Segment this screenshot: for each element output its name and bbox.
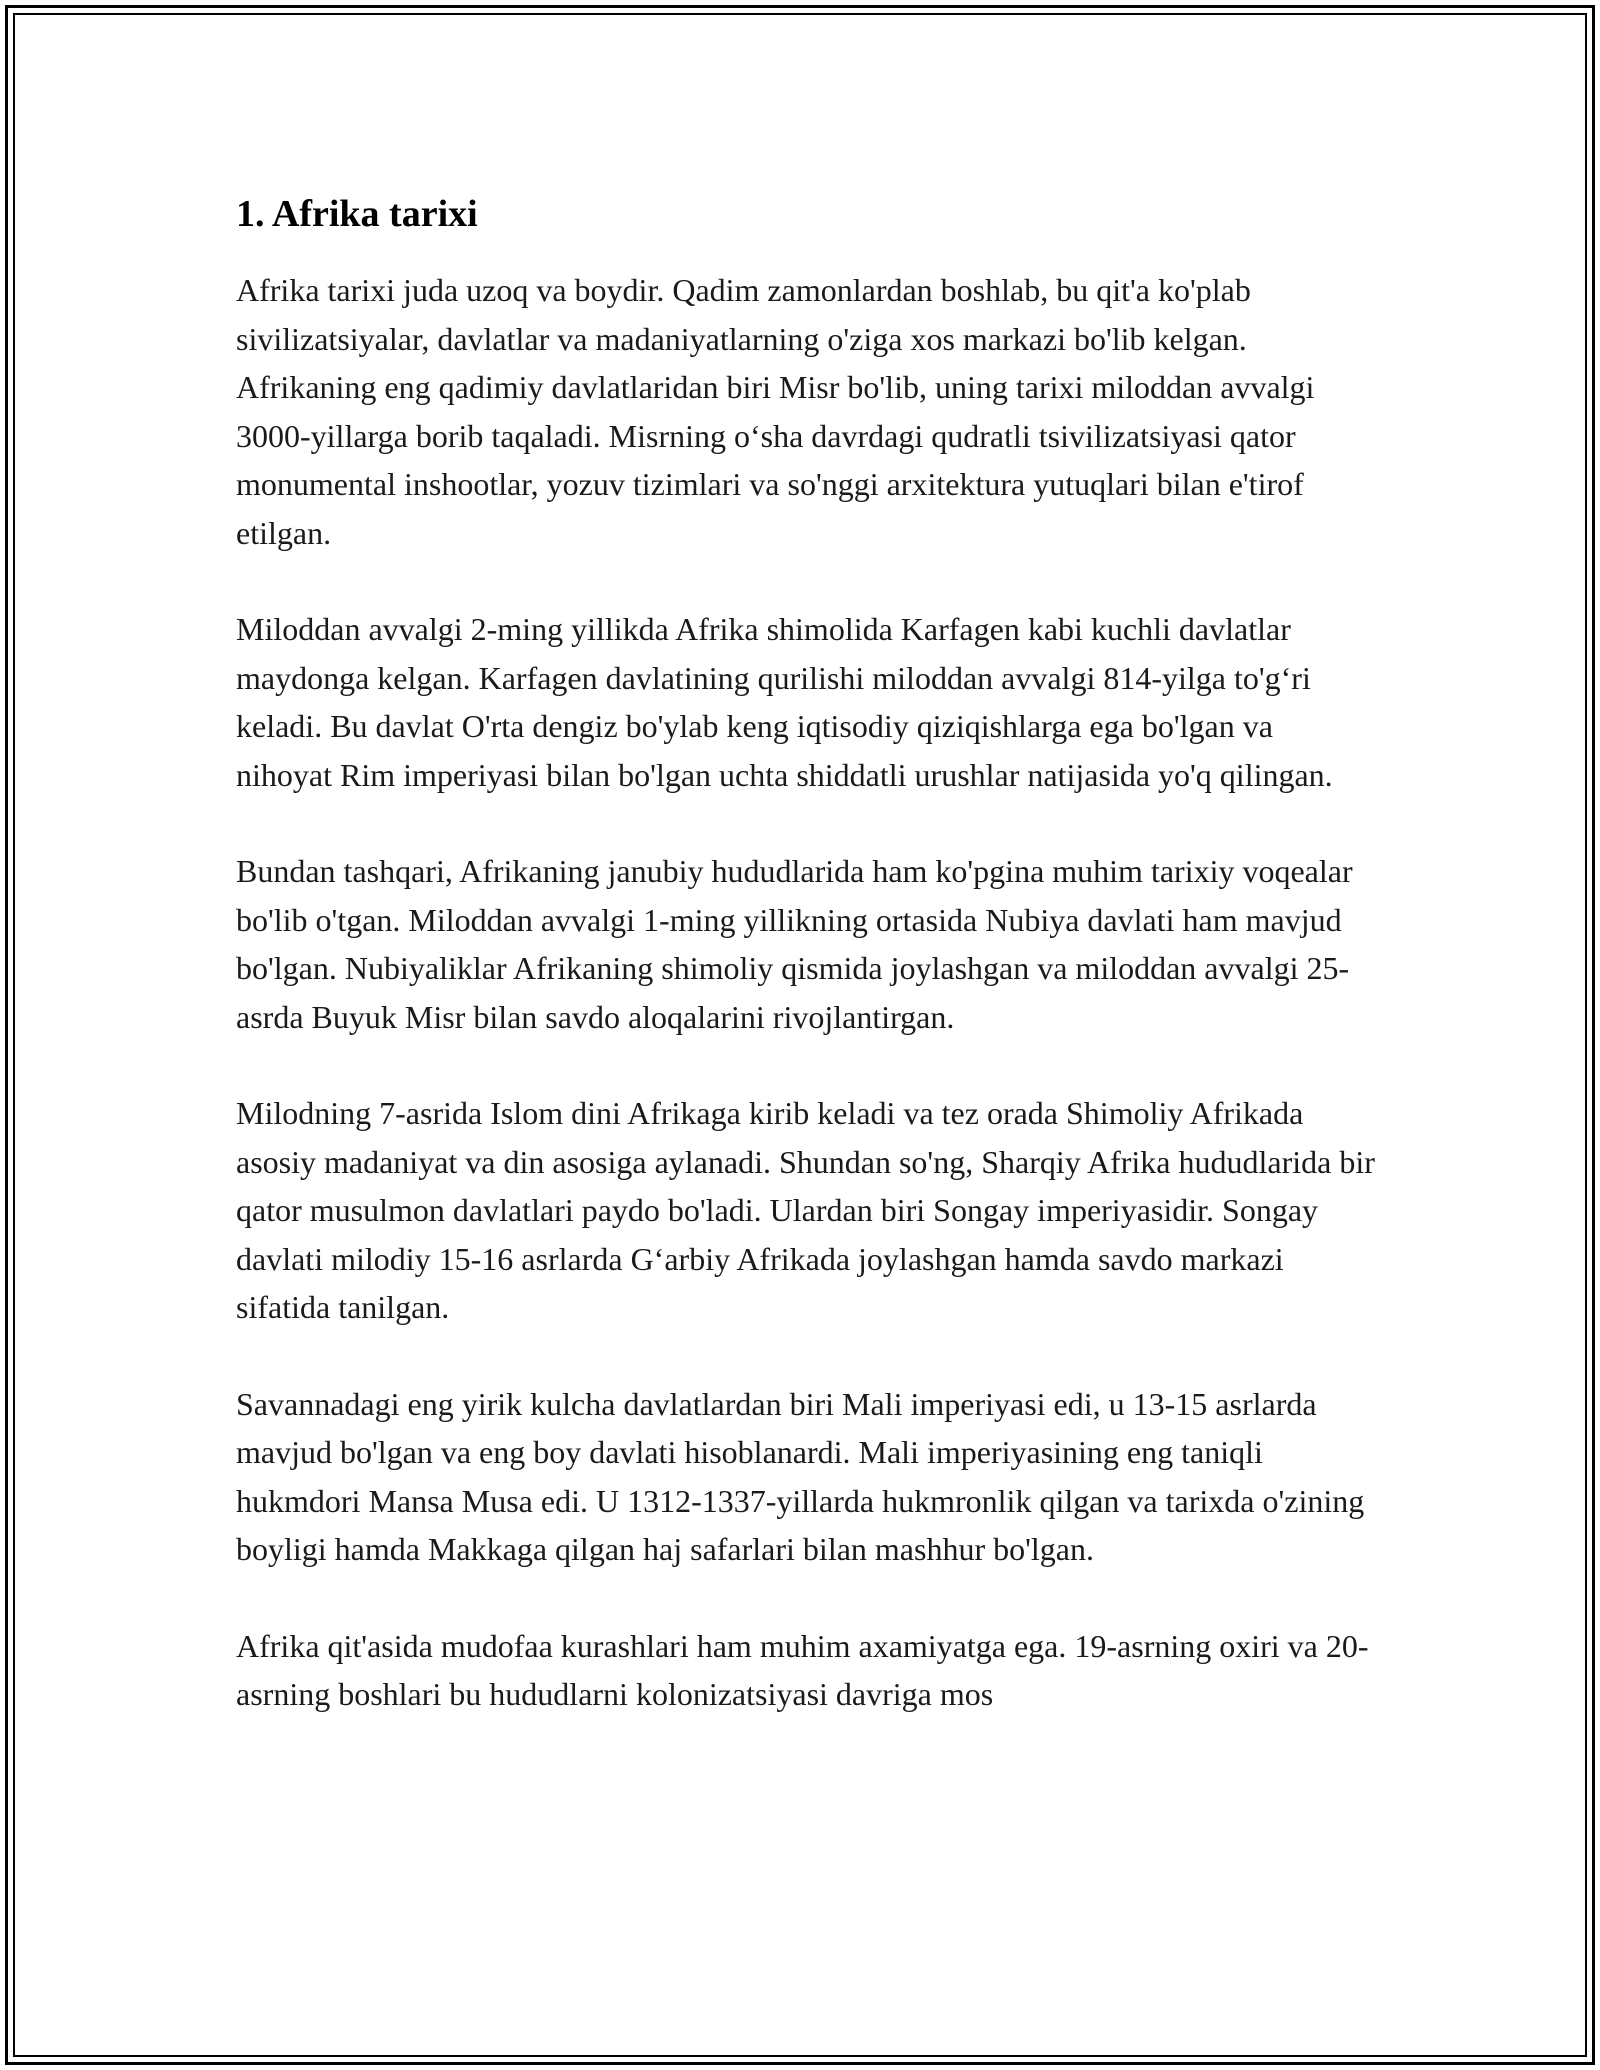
paragraph-mali: Savannadagi eng yirik kulcha davlatlardan biri Mali imperiyasi edi, u 13-15 asrlarda mavjud bo'lgan va eng boy davlati hisoblanardi. Mali imperiyasining eng taniqli hukmdori Mansa Musa edi. U 1312-1337-yillarda hukmronlik qilgan va tarixda o'zining boyligi hamda Makkaga qilgan haj safarlari bilan mashhur bo'lgan. [236, 1385, 1365, 1567]
paragraph-carthage: Miloddan avvalgi 2-ming yillikda Afrika shimolida Karfagen kabi kuchli davlatlar maydonga kelgan. Karfagen davlatining qurilishi miloddan avvalgi 814-yilga to'g‘ri keladi. Bu davlat O'rta dengiz bo'ylab keng iqtisodiy qiziqishlarga ega bo'lgan va nihoyat Rim imperiyasi bilan bo'lgan uchta shiddatli urushlar natijasida yo'q qilingan. [236, 611, 1333, 793]
paragraph-nubia: Bundan tashqari, Afrikaning janubiy hududlarida ham ko'pgina muhim tarixiy voqealar bo'lib o'tgan. Miloddan avvalgi 1-ming yillikning ortasida Nubiya davlati ham mavjud bo'lgan. Nubiyaliklar Afrikaning shimoliy qismida joylashgan va miloddan avvalgi 25-asrda Buyuk Misr bilan savdo aloqalarini rivojlantirgan. [236, 853, 1353, 1035]
document-body [236, 188, 1376, 1767]
paragraph-colonization: Afrika qit'asida mudofaa kurashlari ham muhim axamiyatga ega. 19-asrning oxiri va 20-asrning boshlari bu hududlarni kolonizatsiyasi davriga mos [236, 1627, 1369, 1712]
paragraph-islam-songhai: Milodning 7-asrida Islom dini Afrikaga kirib keladi va tez orada Shimoliy Afrikada asosiy madaniyat va din asosiga aylanadi. Shundan so'ng, Sharqiy Afrika hududlarida bir qator musulmon davlatlari paydo bo'ladi. Ulardan biri Songay imperiyasidir. Songay davlati milodiy 15-16 asrlarda G‘arbiy Afrikada joylashgan hamda savdo markazi sifatida tanilgan. [236, 1095, 1375, 1325]
paragraph-egypt: Afrika tarixi juda uzoq va boydir. Qadim zamonlardan boshlab, bu qit'a ko'plab sivilizatsiyalar, davlatlar va madaniyatlarning o'ziga xos markazi bo'lib kelgan. Afrikaning eng qadimiy davlatlaridan biri Misr bo'lib, uning tarixi miloddan avvalgi 3000-yillarga borib taqaladi. Misrning o‘sha davrdagi qudratli tsivilizatsiyasi qator monumental inshootlar, yozuv tizimlari va so'nggi arxitektura yutuqlari bilan e'tirof etilgan. [236, 272, 1315, 551]
section-title: 1. Afrika tarixi [236, 193, 478, 235]
